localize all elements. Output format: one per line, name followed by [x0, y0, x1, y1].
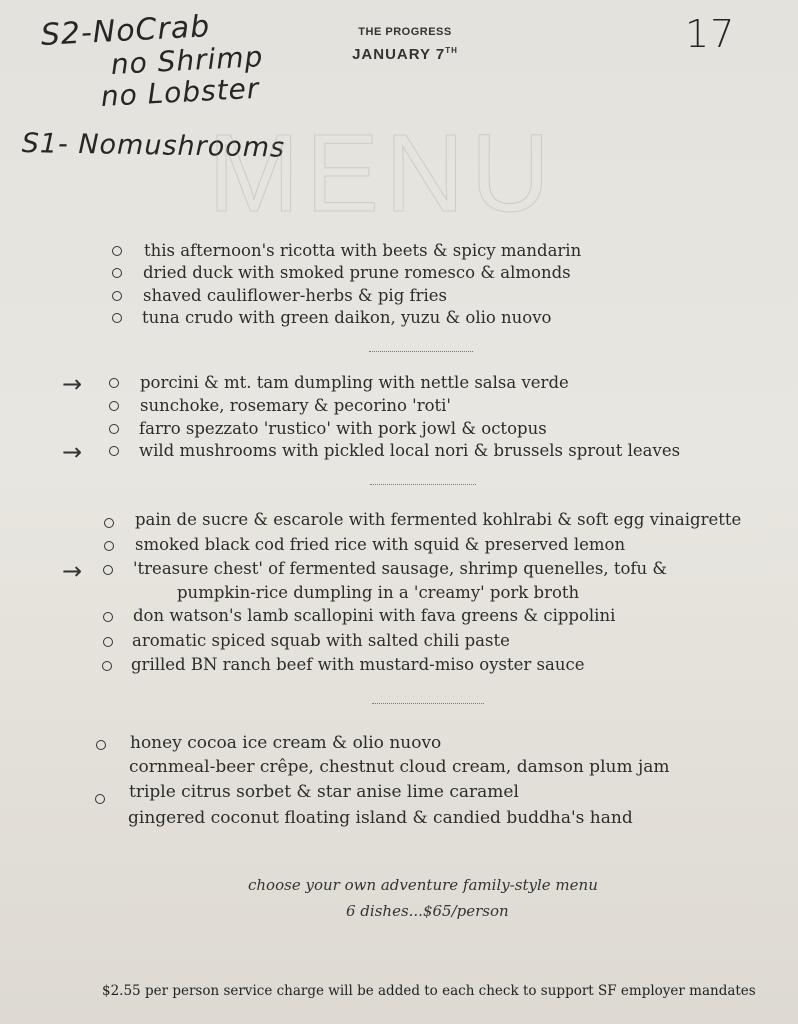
circle-checkbox-icon[interactable]	[109, 378, 119, 388]
arrow-right-icon: →	[62, 438, 83, 466]
circle-checkbox-icon[interactable]	[112, 246, 122, 256]
menu-tagline: choose your own adventure family-style menu	[248, 876, 598, 894]
circle-checkbox-icon[interactable]	[103, 565, 113, 575]
circle-checkbox-icon[interactable]	[103, 612, 113, 622]
arrow-right-icon: →	[62, 557, 83, 585]
menu-item: pain de sucre & escarole with fermented kohlrabi & soft egg vinaigrette	[135, 510, 742, 529]
menu-item: 'treasure chest' of fermented sausage, shrimp quenelles, tofu &	[133, 559, 668, 578]
handwritten-note-s2-shrimp: no Shrimp	[110, 40, 265, 81]
circle-checkbox-icon[interactable]	[96, 740, 106, 750]
menu-item: this afternoon's ricotta with beets & spicy mandarin	[144, 241, 582, 260]
circle-checkbox-icon[interactable]	[109, 424, 119, 434]
circle-checkbox-icon[interactable]	[109, 446, 119, 456]
menu-item-pairing: cornmeal-beer crêpe, chestnut cloud cream, damson plum jam	[129, 757, 670, 777]
menu-header	[340, 26, 470, 63]
menu-item: porcini & mt. tam dumpling with nettle salsa verde	[140, 373, 569, 392]
circle-checkbox-icon[interactable]	[104, 541, 114, 551]
menu-item: wild mushrooms with pickled local nori & brussels sprout leaves	[139, 441, 681, 460]
menu-item: dried duck with smoked prune romesco & almonds	[143, 263, 571, 282]
circle-checkbox-icon[interactable]	[104, 518, 114, 528]
menu-item: tuna crudo with green daikon, yuzu & olio nuovo	[142, 308, 552, 327]
section-divider	[369, 351, 473, 352]
menu-item-pairing: gingered coconut floating island & candied buddha's hand	[128, 808, 633, 828]
handwritten-note-s1-mushrooms: S1- Nomushrooms	[21, 128, 286, 164]
circle-checkbox-icon[interactable]	[95, 794, 105, 804]
menu-item: smoked black cod fried rice with squid & preserved lemon	[135, 535, 626, 554]
handwritten-note-s2-lobster: no Lobster	[100, 71, 261, 113]
menu-item: shaved cauliflower-herbs & pig fries	[143, 286, 448, 305]
menu-date-text: JANUARY 7	[352, 46, 446, 63]
menu-watermark: MENU	[208, 112, 556, 235]
arrow-right-icon: →	[62, 370, 83, 398]
restaurant-name: THE PROGRESS	[358, 26, 452, 38]
handwritten-note-s2-crab: S2-NoCrab	[40, 9, 212, 53]
circle-checkbox-icon[interactable]	[112, 291, 122, 301]
menu-date-suffix: TH	[445, 46, 458, 55]
menu-item: farro spezzato 'rustico' with pork jowl & octopus	[139, 419, 547, 438]
service-charge-note: $2.55 per person service charge will be added to each check to support SF employer mandates	[102, 983, 756, 999]
menu-date	[340, 46, 470, 63]
menu-item-continued: pumpkin-rice dumpling in a 'creamy' pork broth	[177, 583, 580, 602]
circle-checkbox-icon[interactable]	[112, 313, 122, 323]
menu-item: honey cocoa ice cream & olio nuovo	[130, 733, 442, 753]
circle-checkbox-icon[interactable]	[109, 401, 119, 411]
section-divider	[370, 484, 476, 485]
menu-item: don watson's lamb scallopini with fava greens & cippolini	[133, 606, 616, 625]
circle-checkbox-icon[interactable]	[102, 661, 112, 671]
menu-item: aromatic spiced squab with salted chili paste	[132, 631, 510, 650]
menu-item: triple citrus sorbet & star anise lime caramel	[129, 782, 519, 802]
menu-item: grilled BN ranch beef with mustard-miso oyster sauce	[131, 655, 585, 674]
menu-item: sunchoke, rosemary & pecorino 'roti'	[140, 396, 451, 415]
menu-price: 6 dishes...$65/person	[346, 902, 509, 920]
circle-checkbox-icon[interactable]	[103, 637, 113, 647]
section-divider	[372, 703, 484, 704]
handwritten-table-number: 17	[685, 12, 736, 56]
circle-checkbox-icon[interactable]	[112, 268, 122, 278]
